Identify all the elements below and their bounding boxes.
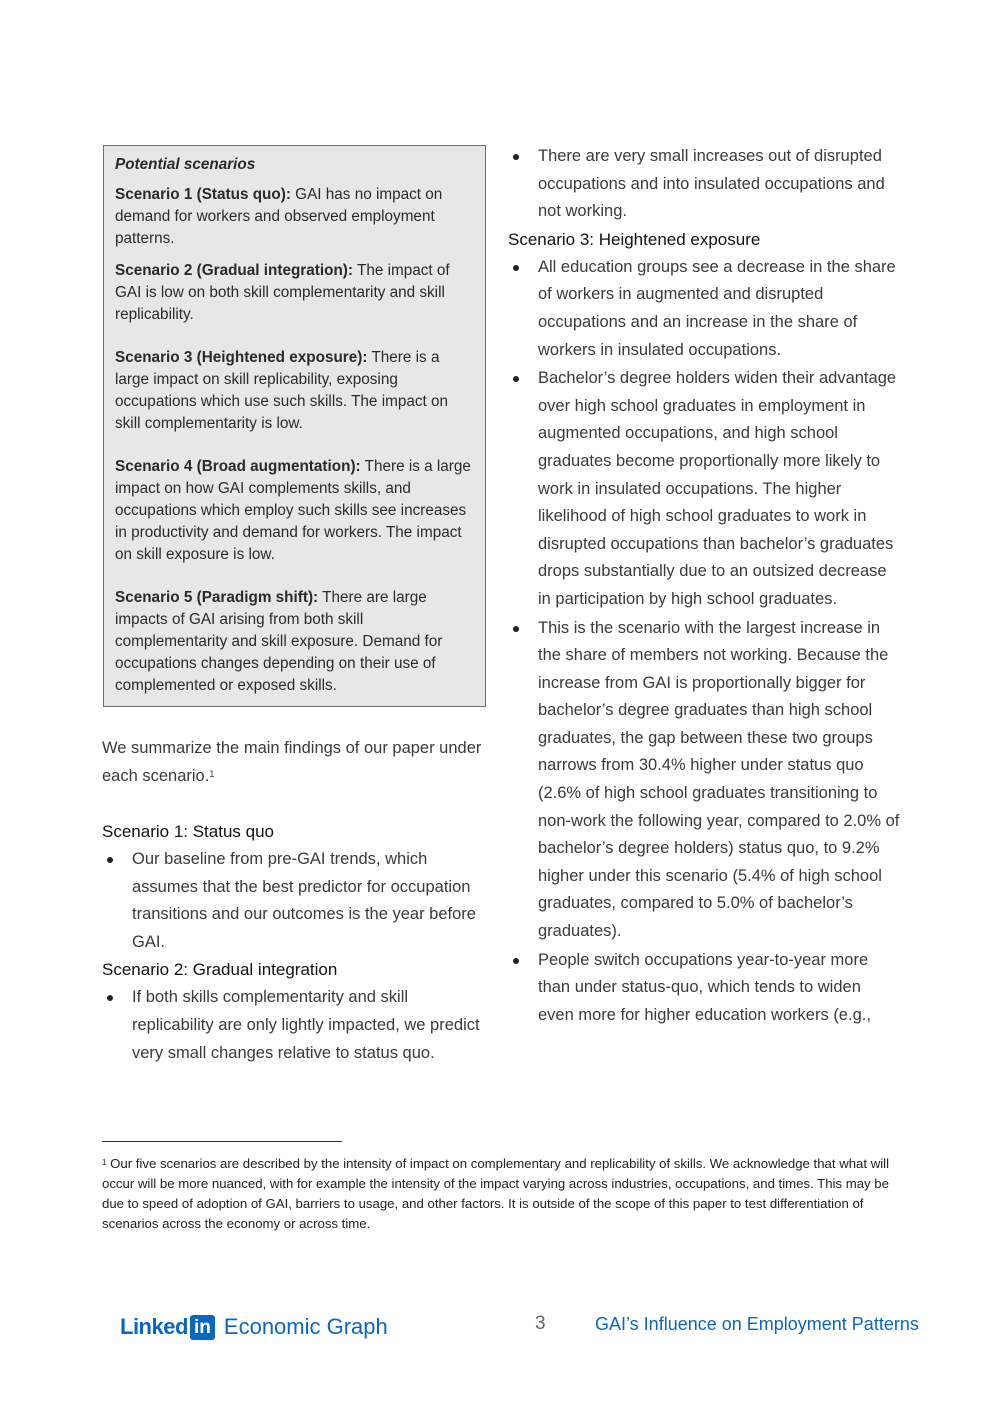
footnote xyxy=(102,1154,902,1234)
scenario-text: The impact of GAI is low on both skill complementarity and skill replicability. xyxy=(115,262,450,323)
left-column xyxy=(102,735,482,1067)
list-item: Bachelor’s degree holders widen their advantage over high school graduates in employment in augmented occupations, and high school graduates become proportionally more likely to work in insulated occupations. The higher likelihood of high school graduates to work in disrupted occupations than bachelor’s graduates drops substantially due to an outsized decrease in participation by high school graduates. xyxy=(508,365,900,613)
list-item: If both skills complementarity and skill replicability are only lightly impacted, we predict very small changes relative to status quo. xyxy=(102,984,482,1067)
scenario-text: There is a large impact on skill replicability, exposing occupations which use such skills. The impact on skill complementarity is low. xyxy=(115,349,449,432)
section-heading-scenario-3: Scenario 3: Heightened exposure xyxy=(508,229,761,249)
scenario-4 xyxy=(115,456,474,566)
page-number: 3 xyxy=(535,1313,546,1334)
list-item: People switch occupations year-to-year more than under status-quo, which tends to widen even more for higher education workers (e.g., xyxy=(508,947,900,1030)
scenario-2 xyxy=(115,260,474,326)
scenario-title: Scenario 4 (Broad augmentation): xyxy=(115,458,361,475)
list-item: Our baseline from pre-GAI trends, which assumes that the best predictor for occupation transitions and our outcomes is the year before GAI. xyxy=(102,846,482,956)
scenario-title: Scenario 5 (Paradigm shift): xyxy=(115,589,319,606)
logo-wordmark: Linked xyxy=(120,1314,188,1339)
section-heading-scenario-1: Scenario 1: Status quo xyxy=(102,822,275,841)
list-item: All education groups see a decrease in the share of workers in augmented and disrupted occupations and an increase in the share of workers in insulated occupations. xyxy=(508,254,900,364)
page-footer xyxy=(0,1310,992,1350)
intro-paragraph xyxy=(102,735,482,790)
scenario-text: There is a large impact on how GAI complements skills, and occupations which employ such skills see increases in productivity and demand for workers. The impact on skill exposure is low. xyxy=(115,458,471,563)
logo-product-name: Economic Graph xyxy=(223,1314,388,1339)
footnote-text: Our five scenarios are described by the intensity of impact on complementary and replicability of skills. We acknowledge that what will occur will be more nuanced, with for example the intensity of the impact varying across industries, occupations, and times. This may be due to speed of adoption of GAI, barriers to usage, and other factors. It is outside of the scope of this paper to test differentiation of scenarios across the economy or across time. xyxy=(102,1156,890,1231)
right-column xyxy=(508,143,900,1029)
scenario-2-list xyxy=(102,984,482,1067)
document-title: GAI’s Influence on Employment Patterns xyxy=(595,1314,919,1334)
scenario-text: GAI has no impact on demand for workers and observed employment patterns. xyxy=(115,186,443,247)
scenario-1 xyxy=(115,184,474,250)
scenarios-box xyxy=(103,145,486,707)
list-item: This is the scenario with the largest increase in the share of members not working. Because the increase from GAI is proportionally bigger for bachelor’s degree graduates than high school graduates, the gap between these two groups narrows from 30.4% higher under status quo (2.6% of high school graduates transitioning to non-work the following year, compared to 2.0% of bachelor’s degree holders) status quo, to 9.2% higher under this scenario (5.4% of high school graduates, compared to 5.0% of bachelor’s graduates). xyxy=(508,615,900,946)
list-item: There are very small increases out of disrupted occupations and into insulated occupations and not working. xyxy=(508,143,900,226)
scenario-text: There are large impacts of GAI arising from both skill complementarity and skill exposure. Demand for occupations changes depending on their use of complemented or exposed skills. xyxy=(115,589,443,694)
linkedin-logo xyxy=(120,1314,388,1340)
scenario-1-list xyxy=(102,846,482,956)
section-heading-scenario-2: Scenario 2: Gradual integration xyxy=(102,960,338,980)
linkedin-in-icon: in xyxy=(190,1315,215,1340)
scenario-title: Scenario 3 (Heightened exposure): xyxy=(115,349,368,366)
scenario-5 xyxy=(115,587,474,697)
scenario-title: Scenario 2 (Gradual integration): xyxy=(115,262,353,279)
footnote-divider xyxy=(102,1141,342,1142)
box-heading: Potential scenarios xyxy=(115,156,256,173)
footnote-mark: 1 xyxy=(102,1158,107,1167)
footnote-ref[interactable]: 1 xyxy=(209,768,215,779)
scenario-2-list-continued xyxy=(508,143,900,226)
scenario-title: Scenario 1 (Status quo): xyxy=(115,186,291,203)
scenario-3-list xyxy=(508,254,900,1030)
intro-text: We summarize the main findings of our paper under each scenario. xyxy=(102,739,482,785)
scenario-3 xyxy=(115,347,474,435)
